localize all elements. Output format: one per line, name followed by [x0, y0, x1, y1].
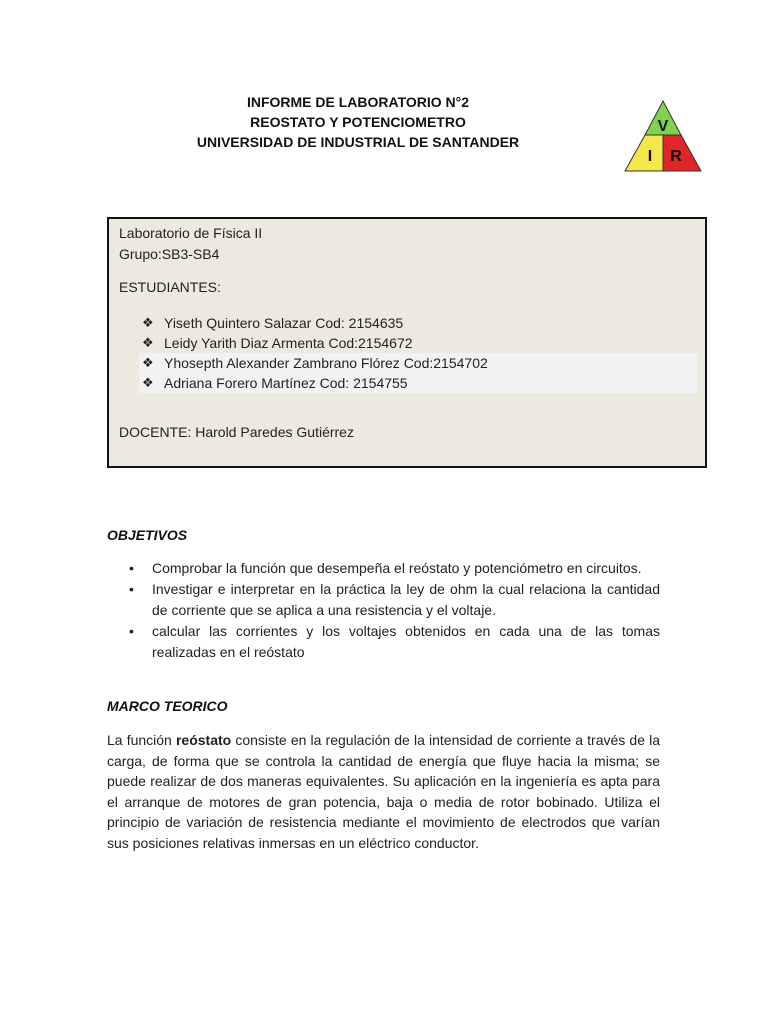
student-item: ❖ Yhosepth Alexander Zambrano Flórez Cod:2154702 [139, 353, 697, 373]
objective-item: • Comprobar la función que desempeña el reóstato y potenciómetro en circuitos. [107, 558, 660, 579]
diamond-bullet-icon: ❖ [142, 355, 154, 370]
objectives-list [107, 558, 660, 663]
marco-teorico-heading: MARCO TEORICO [107, 698, 228, 714]
students-list [139, 313, 697, 393]
objective-item: • Investigar e interpretar en la práctica la ley de ohm la cual relaciona la cantidad de corriente que se aplica a una resistencia y el voltaje. [129, 581, 660, 618]
bold-term: reóstato [175, 732, 232, 748]
report-header [150, 92, 566, 152]
marco-teorico-paragraph: La función reóstato consiste en la regulación de la intensidad de corriente a través de la carga, de forma que se controla la cantidad de energía que fluye hacia la misma; se puede realizar de dos maneras equivalentes. Su aplicación en la ingeniería es apta para el arranque de motores de gran potencia, baja o media de rotor bobinado. Utiliza el principio de variación de resistencia mediante el movimiento de electrodos que varían sus posiciones relativas inmersas en un eléctrico conductor. [107, 732, 661, 851]
diamond-bullet-icon: ❖ [142, 315, 154, 330]
logo-letter-i: I [647, 148, 653, 165]
bullet-icon: • [129, 623, 134, 639]
diamond-bullet-icon: ❖ [142, 335, 154, 350]
logo-triangle-r [663, 135, 701, 171]
student-item: ❖ Yiseth Quintero Salazar Cod: 2154635 [142, 315, 404, 331]
logo-letter-r: R [670, 148, 682, 165]
report-subtitle: REOSTATO Y POTENCIOMETRO [250, 114, 466, 130]
university-name: UNIVERSIDAD DE INDUSTRIAL DE SANTANDER [196, 134, 520, 150]
teacher-name: DOCENTE: Harold Paredes Gutiérrez [119, 424, 354, 440]
students-label: ESTUDIANTES: [119, 279, 221, 295]
report-title: INFORME DE LABORATORIO N°2 [246, 94, 470, 110]
student-item: ❖ Leidy Yarith Diaz Armenta Cod:2154672 [142, 335, 413, 351]
logo-letter-v: V [657, 118, 669, 135]
objectives-heading: OBJETIVOS [107, 527, 188, 543]
lab-name: Laboratorio de Física II [119, 225, 263, 241]
group-label: Grupo:SB3-SB4 [119, 246, 220, 262]
bullet-icon: • [129, 560, 134, 576]
info-box [107, 217, 707, 468]
objective-item: • calcular las corrientes y los voltajes obtenidos en cada una de las tomas realizadas en el reóstato [129, 623, 660, 660]
ohm-triangle-logo [622, 99, 704, 173]
bullet-icon: • [129, 581, 134, 597]
diamond-bullet-icon: ❖ [142, 375, 154, 390]
student-item: ❖ Adriana Forero Martínez Cod: 2154755 [139, 373, 697, 393]
logo-triangle-i [625, 135, 663, 171]
